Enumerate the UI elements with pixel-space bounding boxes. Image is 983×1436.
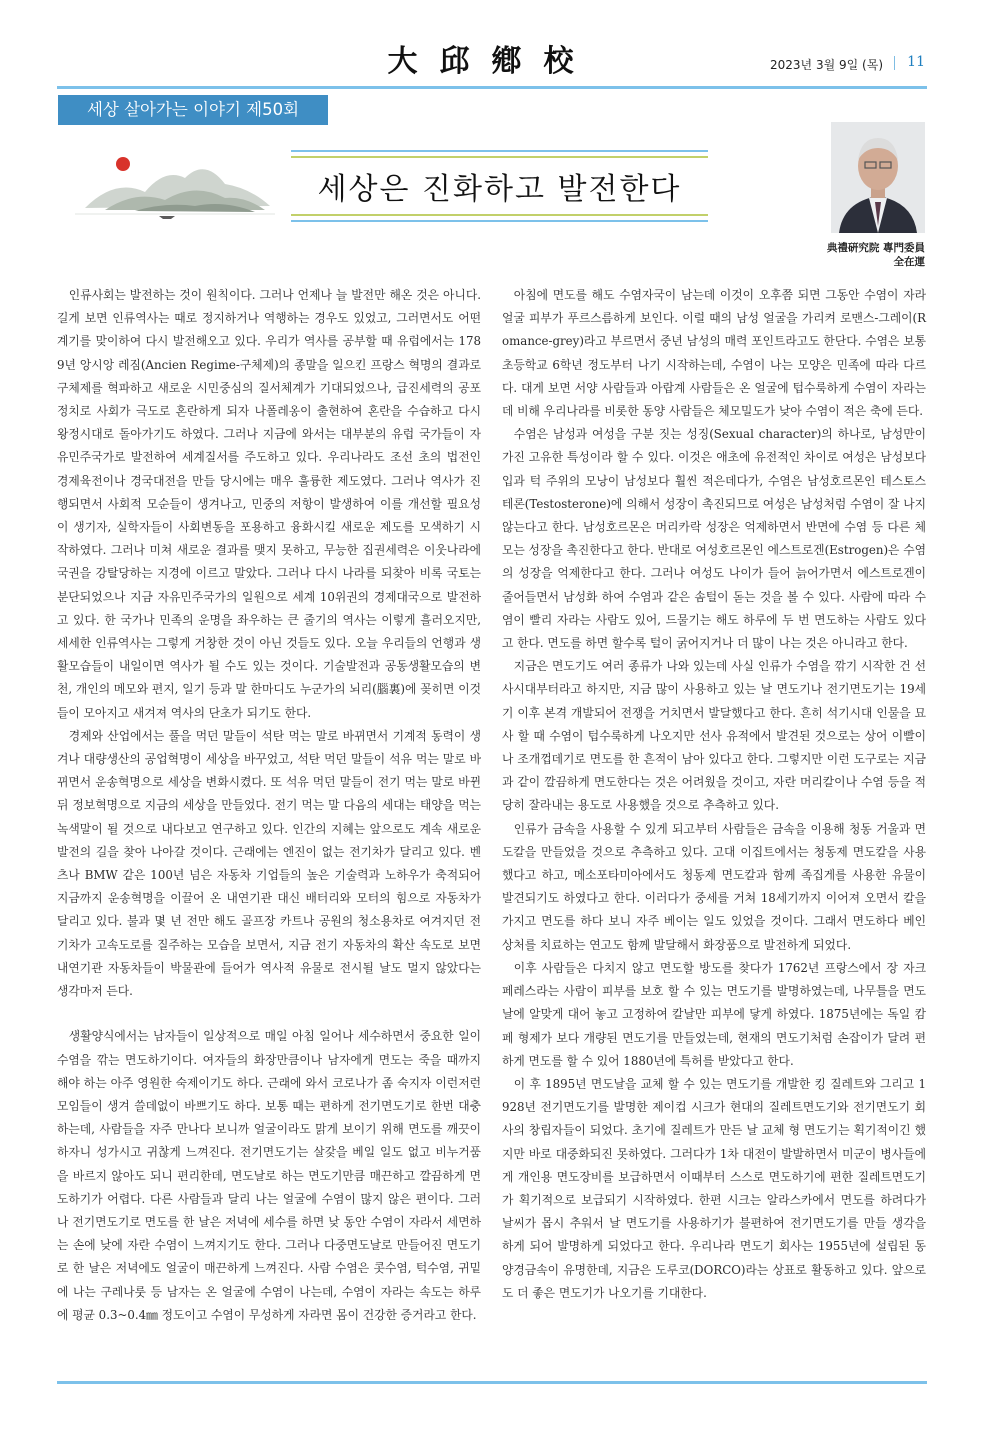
- author-organization: 典禮硏究院 專門委員: [826, 242, 925, 254]
- article-body-left-column: [57, 284, 481, 1327]
- body-paragraph: 이후 사람들은 다치지 않고 면도할 방도를 찾다가 1762년 프랑스에서 장 자크 페레스라는 사람이 피부를 보호 할 수 있는 면도기를 발명하였는데, 나무틀을 면도날에 알맞게 대어 놓고 고정하여 칼날만 피부에 닿게 하였다. 1875년에는 독일 캄페 형제가 보다 개량된 면도기를 만들었는데, 현재의 면도기처럼 손잡이가 달려 편하게 면도를 할 수 있어 1880년에 특허를 받았다고 한다.: [502, 960, 926, 1068]
- author-portrait: [831, 122, 925, 233]
- article-title: 세상은 진화하고 발전한다: [317, 172, 682, 207]
- footer-rule: [57, 1381, 927, 1384]
- header-rule: [57, 86, 927, 89]
- body-paragraph: 아침에 면도를 해도 수염자국이 남는데 이것이 오후쯤 되면 그동안 수염이 자라 얼굴 피부가 푸르스름하게 보인다. 이럴 때의 남성 얼굴을 가리켜 로맨스-그레이(Romance-grey)라고 부르면서 중년 남성의 매력 포인트라고도 한단다. 수염은 보통 초등학교 6학년 정도부터 나기 시작하는데, 수염이 나는 모양은 민족에 따라 다르다. 대게 보면 서양 사람들과 아랍계 사람들은 온 얼굴에 텁수룩하게 수염이 자라는 데 비해 우리나라를 비롯한 동양 사람들은 체모밀도가 낮아 수염이 적은 축에 든다.: [502, 288, 926, 419]
- masthead-title: 大邱鄕校: [387, 44, 596, 79]
- body-paragraph: 지금은 면도기도 여러 종류가 나와 있는데 사실 인류가 수염을 깎기 시작한 건 선사시대부터라고 하지만, 지금 많이 사용하고 있는 날 면도기나 전기면도기는 19세기 이후 본격 개발되어 전쟁을 거치면서 발달했다고 한다. 흔히 석기시대 인물을 묘사 할 때 수염이 텁수룩하게 나오지만 선사 유적에서 발견된 것으로는 상어 이빨이나 조개껍데기로 면도를 한 흔적이 남아 있다고 한다. 그렇지만 이런 도구로는 지금과 같이 깔끔하게 면도한다는 것은 어려웠을 것이고, 자란 머리칼이나 수염 등을 적당히 잘라내는 용도로 사용했을 것으로 추측하고 있다.: [502, 659, 926, 813]
- body-paragraph: 수염은 남성과 여성을 구분 짓는 성징(Sexual character)의 하나로, 남성만이 가진 고유한 특성이라 할 수 있다. 이것은 애초에 유전적인 차이로 여성은 남성보다 입과 턱 주위의 모낭이 남성보다 훨씬 적은데다가, 수염은 남성호르몬인 테스토스테론(Testosterone)에 의해서 성장이 촉진되므로 여성은 남성처럼 수염이 잘 나지 않는다고 한다. 남성호르몬은 머리카락 성장은 억제하면서 반면에 수염 등 다른 체모는 성장을 촉진한다고 한다. 반대로 여성호르몬인 에스트로겐(Estrogen)은 수염의 성장을 억제한다고 한다. 그러나 여성도 나이가 들어 늙어가면서 에스트로겐이 줄어들면서 남성화 하여 수염과 같은 솜털이 돋는 것을 볼 수 있다. 사람에 따라 수염이 빨리 자라는 사람도 있어, 드물기는 해도 하루에 두 번 면도하는 사람도 있다고 한다. 면도를 하면 할수록 털이 굵어지거나 더 많이 나는 것은 아니라고 한다.: [502, 427, 926, 651]
- body-paragraph: 이 후 1895년 면도날을 교체 할 수 있는 면도기를 개발한 킹 질레트와 그리고 1928년 전기면도기를 발명한 제이컵 시크가 현대의 질레트면도기와 전기면도기 회사의 창립자들이 되었다. 초기에 질레트가 만든 날 교체 형 면도기는 획기적이긴 했지만 바로 대중화되진 못하였다. 그러다가 1차 대전이 발발하면서 미군이 병사들에게 개인용 면도장비를 보급하면서 이때부터 스스로 면도하기에 편한 질레트면도기가 획기적으로 보급되기 시작하였다. 한편 시크는 알라스카에서 면도를 하려다가 날씨가 몹시 추워서 날 면도기를 사용하기가 불편하여 전기면도기를 만들 생각을 하게 되어 발명하게 되었다고 한다. 우리나라 면도기 회사는 1955년에 설립된 동양경금속이 유명한데, 지금은 도루코(DORCO)라는 상표로 활동하고 있다. 앞으로도 더 좋은 면도기가 나오기를 기대한다.: [502, 1076, 926, 1300]
- body-paragraph: 경제와 산업에서는 풀을 먹던 말들이 석탄 먹는 말로 바뀌면서 기계적 동력이 생겨나 대량생산의 공업혁명이 세상을 바꾸었고, 석탄 먹던 말들이 석유 먹는 말로 바뀌면서 운송혁명으로 세상을 변화시켰다. 또 석유 먹던 말들이 전기 먹는 말로 바뀐 뒤 정보혁명으로 지금의 세상을 만들었다. 전기 먹는 말 다음의 세대는 태양을 먹는 녹색말이 될 것으로 내다보고 연구하고 있다. 인간의 지혜는 앞으로도 계속 새로운 발전의 길을 찾아 나아갈 것이다. 근래에는 엔진이 없는 전기차가 달리고 있다. 벤츠나 BMW 같은 100년 넘은 자동차 기업들의 높은 기술력과 노하우가 축적되어 지금까지 운송혁명을 이끌어 온 내연기관 대신 배터리와 모터의 힘으로 자동차가 달리고 있다. 불과 몇 년 전만 해도 골프장 카트나 공원의 청소용차로 여겨지던 전기차가 고속도로를 질주하는 모습을 보면서, 지금 전기 자동차의 확산 속도로 보면 내연기관 자동차들이 박물관에 들어가 역사적 유물로 전시될 날도 멀지 않았다는 생각마저 든다.: [57, 728, 481, 999]
- article-title-frame: [291, 150, 708, 222]
- series-banner: 세상 살아가는 이야기 제50회: [58, 95, 328, 125]
- author-name: 全在運: [893, 256, 925, 268]
- body-paragraph: 인류가 금속을 사용할 수 있게 되고부터 사람들은 금속을 이용해 청동 거울과 면도칼을 만들었을 것으로 추측하고 있다. 고대 이집트에서는 청동제 면도칼을 사용했다고 하고, 메소포타미아에서도 청동제 면도칼과 함께 족집게를 사용한 유물이 발견되기도 하였다고 한다. 이러다가 중세를 거쳐 18세기까지 이어져 오면서 칼을 가지고 면도를 하다 보니 자주 베이는 일도 있었을 것이다. 그래서 면도하다 베인 상처를 치료하는 연고도 함께 발달해서 화장품으로 발전하게 되었다.: [502, 821, 926, 952]
- body-paragraph: 인류사회는 발전하는 것이 원칙이다. 그러나 언제나 늘 발전만 해온 것은 아니다. 길게 보면 인류역사는 때로 정지하거나 역행하는 경우도 있었고, 그러면서도 어떤 계기를 맞이하여 다시 발전해오고 있다. 우리가 역사를 공부할 때 유럽에서는 1789년 앙시앙 레짐(Ancien Regime-구체제)의 종말을 일으킨 프랑스 혁명의 결과로 구체제를 혁파하고 새로운 시민중심의 질서체계가 기대되었으나, 급진세력의 공포정치로 사회가 극도로 혼란하게 되자 나폴레옹이 출현하여 혼란을 수습하고 다시 왕정시대로 돌아가기도 하였다. 그러나 지금에 와서는 대부분의 유럽 국가들이 자유민주국가로 발전하여 세계질서를 주도하고 있다. 우리나라도 조선 초의 법전인 경제육전이나 경국대전을 만들 당시에는 매우 훌륭한 제도였다. 그러나 역사가 진행되면서 사회적 모순들이 생겨나고, 민중의 저항이 발생하여 이를 개선할 필요성이 생기자, 실학자들이 사회변동을 포용하고 융화시킬 새로운 제도를 모색하기 시작하였다. 그러나 미쳐 새로운 결과를 맺지 못하고, 무능한 집권세력은 이웃나라에 국권을 강탈당하는 지경에 이르고 말았다. 그러나 다시 나라를 되찾아 비록 국토는 분단되었으나 지금 자유민주국가의 일원으로 세계 10위권의 경제대국으로 발전하고 있다. 한 국가나 민족의 운명을 좌우하는 큰 줄기의 역사는 이렇게 흘러오지만, 세세한 인류역사는 그렇게 거창한 것이 아닌 것들도 있다. 오늘 우리들의 언행과 생활모습들이 내일이면 역사가 될 수도 있는 것이다. 기술발전과 공동생활모습의 변천, 개인의 메모와 편지, 일기 등과 말 한마디도 누군가의 뇌리(腦裏)에 꽂히면 이것들이 모아지고 새겨져 역사의 단초가 되기도 한다.: [57, 288, 481, 720]
- body-paragraph: 생활양식에서는 남자들이 일상적으로 매일 아침 일어나 세수하면서 중요한 일이 수염을 깎는 면도하기이다. 여자들의 화장만큼이나 남자에게 면도는 죽을 때까지 해야 하는 아주 영원한 숙제이기도 하다. 근래에 와서 코로나가 좀 숙지자 이런저런 모임들이 생겨 쓸데없이 바쁘기도 하다. 보통 때는 편하게 전기면도기로 한번 대충 하는데, 사람들을 자주 만나다 보니까 얼굴이라도 맑게 보이기 위해 면도를 깨끗이 하자니 성가시고 귀찮게 느껴진다. 전기면도기는 살갗을 베일 일도 없고 비누거품을 바르지 않아도 되니 편리한데, 면도날로 하는 면도기만큼 매끈하고 깔끔하게 면도하기가 어렵다. 다른 사람들과 달리 나는 얼굴에 수염이 많지 않은 편이다. 그러나 전기면도기로 면도를 한 날은 저녁에 세수를 하면 낮 동안 수염이 자라서 세면하는 손에 낮에 자란 수염이 느껴지기도 한다. 그러나 다중면도날로 만들어진 면도기로 한 날은 저녁에도 얼굴이 매끈하게 느껴진다. 사람 수염은 콧수염, 턱수염, 귀밑에 나는 구레나룻 등 남자는 온 얼굴에 수염이 나는데, 수염이 자라는 속도는 하루에 평균 0.3~0.4㎜ 정도이고 수염이 무성하게 자라면 몸이 건강한 증거라고 한다.: [57, 1029, 481, 1322]
- masthead-date: 2023년 3월 9일 (목): [770, 58, 883, 72]
- masthead-page-number: 11: [907, 54, 925, 70]
- landscape-illustration: [75, 148, 275, 228]
- masthead-separator: [894, 56, 895, 70]
- article-body-right-column: [502, 284, 926, 1305]
